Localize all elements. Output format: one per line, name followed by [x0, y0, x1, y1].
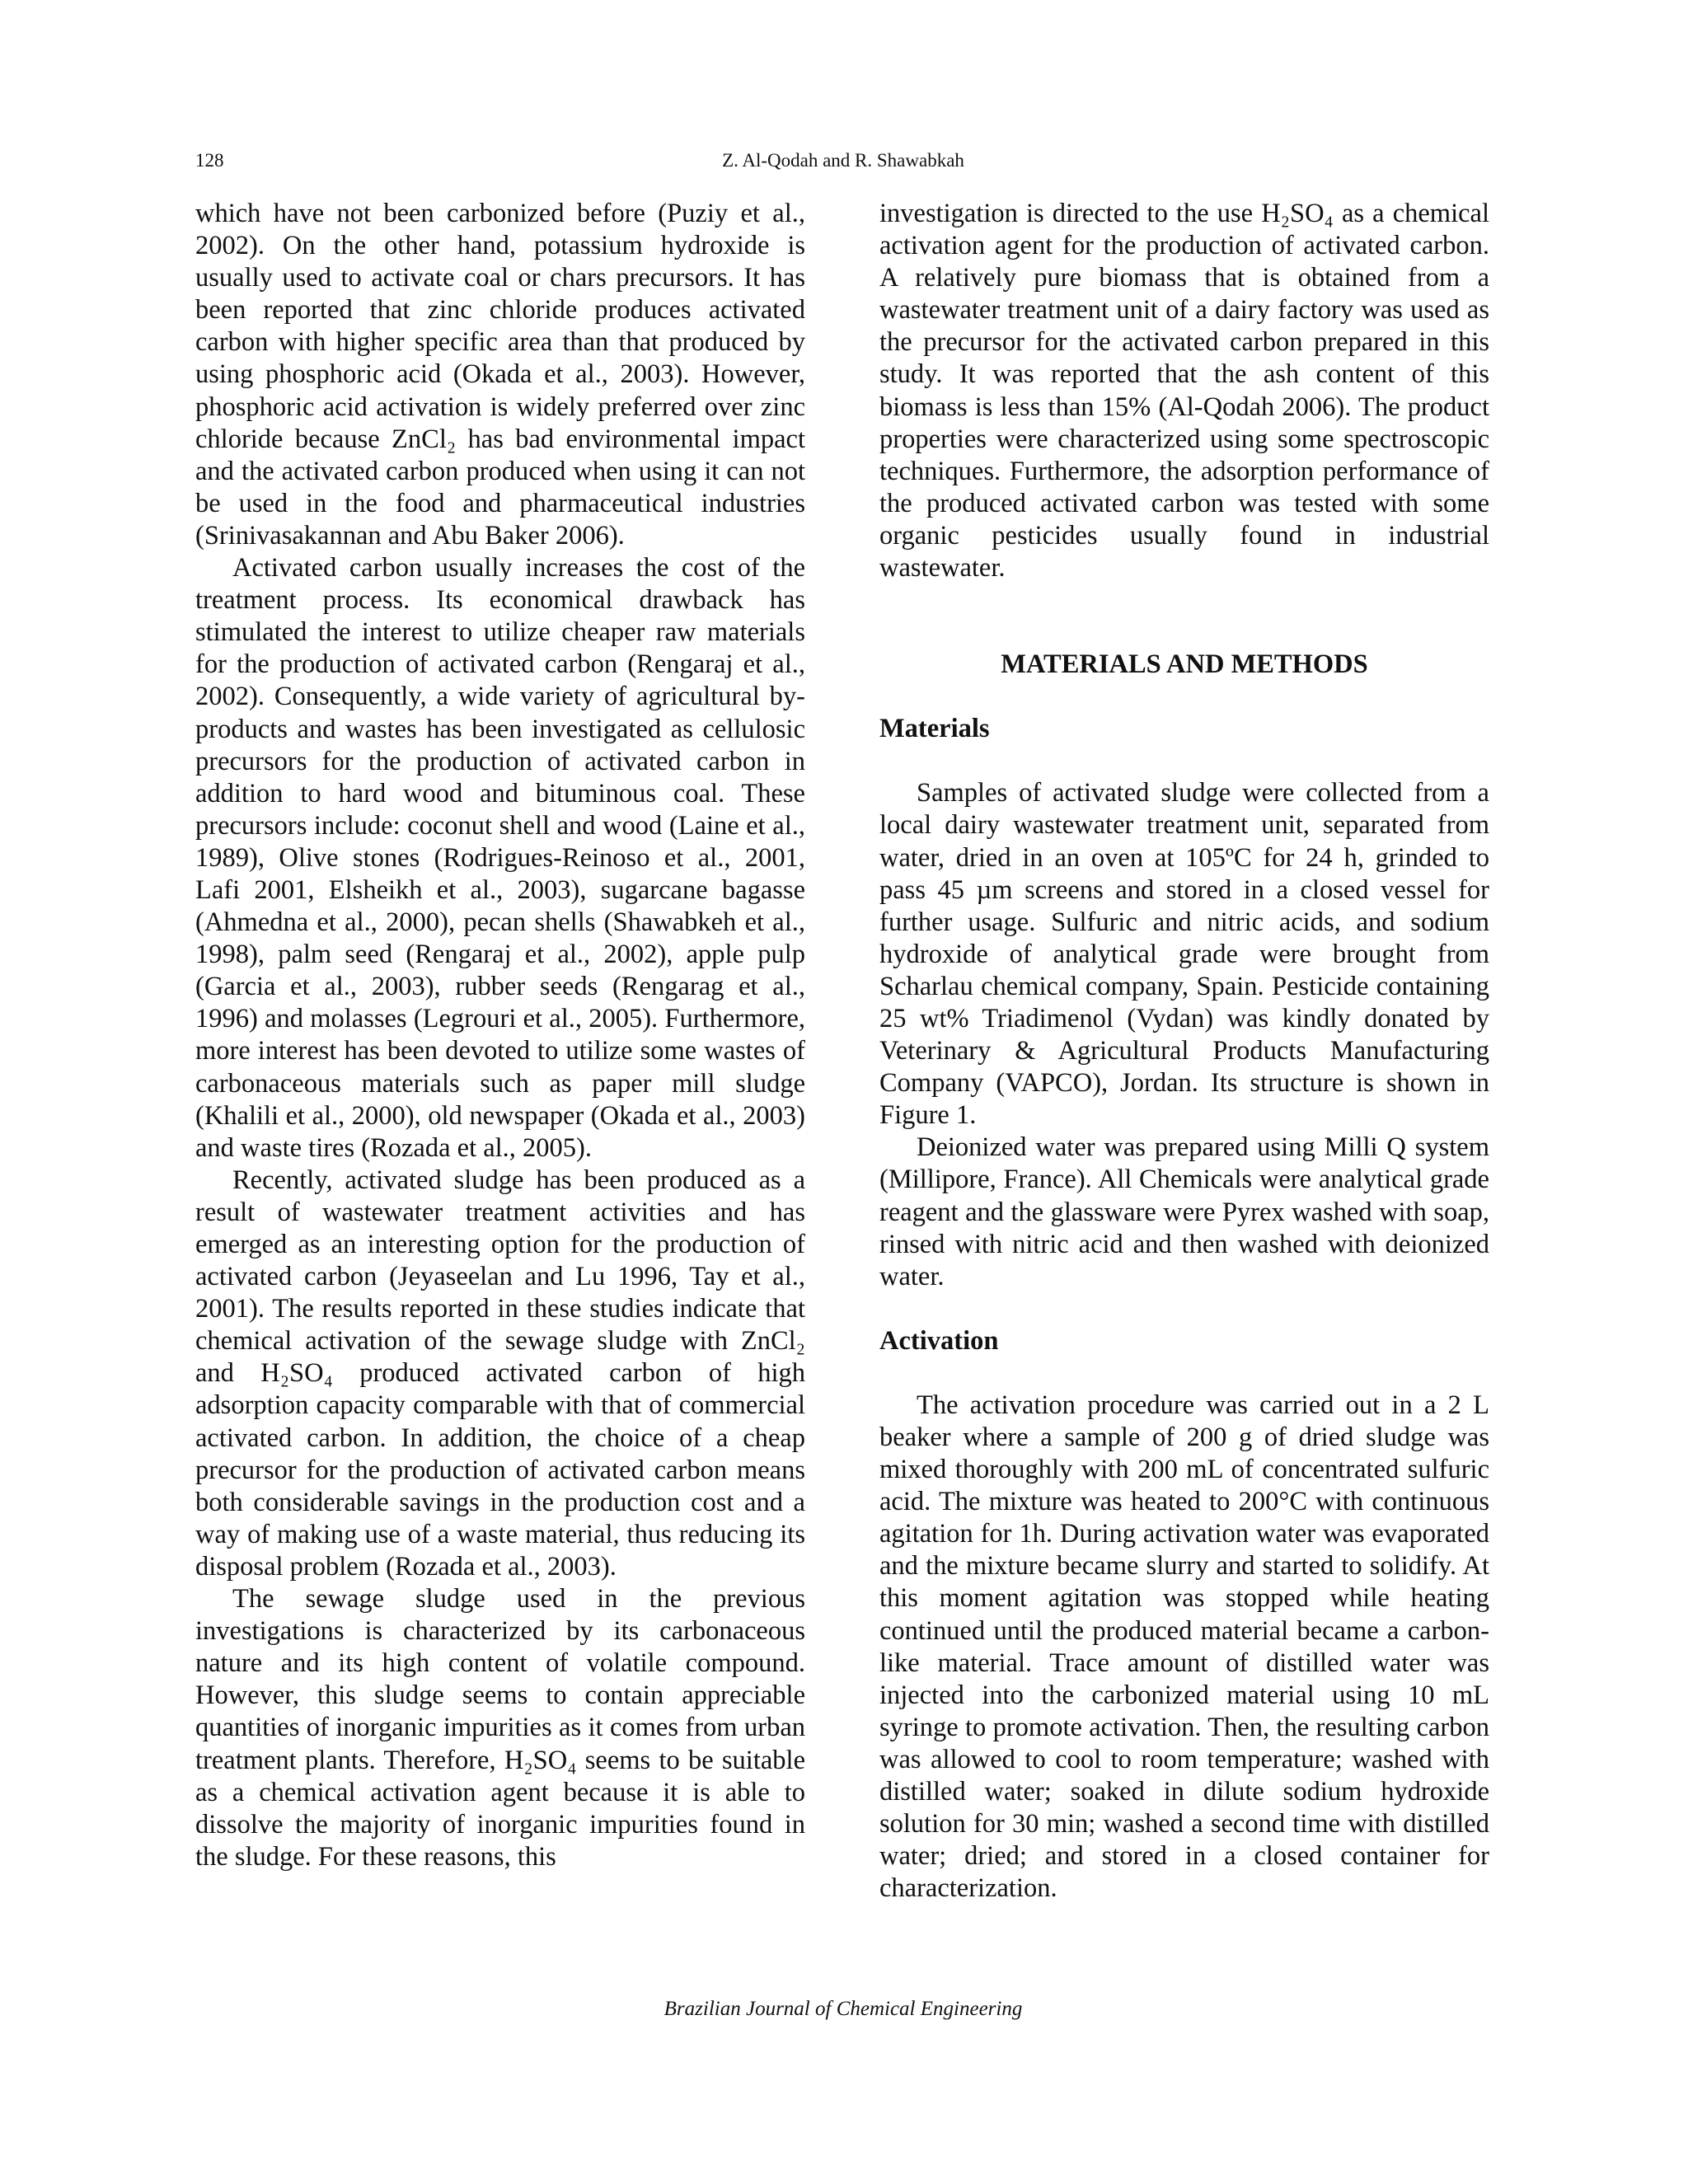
paragraph: The activation procedure was carried out in a 2 L beaker where a sample of 200 g of dried sludge was mixed thoroughly with 200 mL of concentrated sulfuric acid. The mixture was heated to 200°C with continuous agitation for 1h. During activation water was evaporated and the mixture became slurry and started to solidify. At this moment agitation was stopped while heating continued until the produced material became a carbon-like material. Trace amount of distilled water was injected into the carbonized material using 10 mL syringe to promote activation. Then, the resulting carbon was allowed to cool to room temperature; washed with distilled water; soaked in dilute sodium hydroxide solution for 30 min; washed a second time with distilled water; dried; and stored in a closed container for characterization. [879, 1390, 1489, 1904]
page-header [195, 150, 1491, 183]
paragraph: Activated carbon usually increases the cost of the treatment process. Its economical drawback has stimulated the interest to utilize cheaper raw materials for the production of activated carbon (Rengaraj et al., 2002). Consequently, a wide variety of agricultural by-products and wastes has been investigated as cellulosic precursors for the production of activated carbon in addition to hard wood and bituminous coal. These precursors include: coconut shell and wood (Laine et al., 1989), Olive stones (Rodrigues-Reinoso et al., 2001, Lafi 2001, Elsheikh et al., 2003), sugarcane bagasse (Ahmedna et al., 2000), pecan shells (Shawabkeh et al., 1998), palm seed (Rengaraj et al., 2002), apple pulp (Garcia et al., 2003), rubber seeds (Rengarag et al., 1996) and molasses (Legrouri et al., 2005). Furthermore, more interest has been devoted to utilize some wastes of carbonaceous materials such as paper mill sludge (Khalili et al., 2000), old newspaper (Okada et al., 2003) and waste tires (Rozada et al., 2005). [195, 553, 805, 1163]
journal-footer: Brazilian Journal of Chemical Engineering [663, 1998, 1023, 2020]
paragraph: Recently, activated sludge has been produced as a result of wastewater treatment activities and has emerged as an interesting option for the production of activated carbon (Jeyaseelan and Lu 1996, Tay et al., 2001). The results reported in these studies indicate that chemical activation of the sewage sludge with ZnCl₂ and H₂SO₄ produced activated carbon of high adsorption capacity comparable with that of commercial activated carbon. In addition, the choice of a cheap precursor for the production of activated carbon means both considerable savings in the production cost and a way of making use of a waste material, thus reducing its disposal problem (Rozada et al., 2003). [195, 1165, 805, 1582]
paragraph: Deionized water was prepared using Milli Q system (Millipore, France). All Chemicals were analytical grade reagent and the glassware were Pyrex washed with soap, rinsed with nitric acid and then washed with deionized water. [879, 1132, 1489, 1291]
left-column [195, 198, 805, 1873]
section-heading: MATERIALS AND METHODS [1001, 649, 1368, 680]
paragraph: investigation is directed to the use H₂SO₄ as a chemical activation agent for the production of activated carbon. A relatively pure biomass that is obtained from a wastewater treatment unit of a dairy factory was used as the precursor for the activated carbon prepared in this study. It was reported that the ash content of this biomass is less than 15% (Al-Qodah 2006). The product properties were characterized using some spectroscopic techniques. Furthermore, the adsorption performance of the produced activated carbon was tested with some organic pesticides usually found in industrial wastewater. [879, 199, 1489, 583]
paragraph: The sewage sludge used in the previous investigations is characterized by its carbonaceous nature and its high content of volatile compound. However, this sludge seems to contain appreciable quantities of inorganic impurities as it comes from urban treatment plants. Therefore, H₂SO₄ seems to be suitable as a chemical activation agent because it is able to dissolve the majority of inorganic impurities found in the sludge. For these reasons, this [195, 1584, 805, 1872]
subheading-materials: Materials [879, 714, 990, 744]
subheading-activation: Activation [879, 1325, 999, 1356]
running-head-authors: Z. Al-Qodah and R. Shawabkah [722, 150, 964, 171]
paragraph: Samples of activated sludge were collected from a local dairy wastewater treatment unit, separated from water, dried in an oven at 105ºC for 24 h, grinded to pass 45 µm screens and stored in a closed vessel for further usage. Sulfuric and nitric acids, and sodium hydroxide of analytical grade were brought from Scharlau chemical company, Spain. Pesticide containing 25 wt% Triadimenol (Vydan) was kindly donated by Veterinary & Agricultural Products Manufacturing Company (VAPCO), Jordan. Its structure is shown in Figure 1. [879, 778, 1489, 1131]
right-column [879, 198, 1489, 1905]
page-number: 128 [195, 150, 224, 171]
paragraph: which have not been carbonized before (Puziy et al., 2002). On the other hand, potassium hydroxide is usually used to activate coal or chars precursors. It has been reported that zinc chloride produces activated carbon with higher specific area than that produced by using phosphoric acid (Okada et al., 2003). However, phosphoric acid activation is widely preferred over zinc chloride because ZnCl₂ has bad environmental impact and the activated carbon produced when using it can not be used in the food and pharmaceutical industries (Srinivasakannan and Abu Baker 2006). [195, 199, 805, 551]
